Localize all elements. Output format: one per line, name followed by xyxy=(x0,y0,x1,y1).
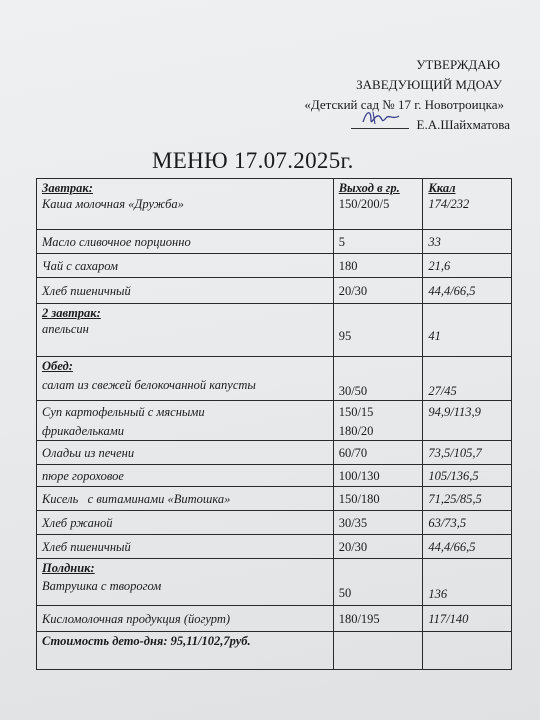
table-row xyxy=(37,254,512,278)
table-row xyxy=(37,511,512,535)
kcal-value: 44,4/66,5 xyxy=(423,278,512,304)
kcal-value: 33 xyxy=(423,230,512,254)
dish-name: Чай с сахаром xyxy=(37,254,334,278)
table-row xyxy=(37,606,512,632)
output-value: 95 xyxy=(333,304,423,357)
approval-signature-line xyxy=(270,115,510,135)
kcal-cell xyxy=(423,179,512,230)
output-value: 150/200/5 xyxy=(338,197,390,211)
table-row xyxy=(37,632,512,670)
table-row xyxy=(37,401,512,441)
output-value: 180 xyxy=(333,254,423,278)
dish-name: Масло сливочное порционно xyxy=(37,230,334,254)
meal-cell xyxy=(37,559,334,606)
meal-cell xyxy=(37,401,334,441)
table-row xyxy=(37,179,512,230)
empty-cell xyxy=(333,632,423,670)
kcal-value: 73,5/105,7 xyxy=(423,441,512,465)
table-row xyxy=(37,487,512,511)
dish-name: Оладьи из печени xyxy=(37,441,334,465)
table-row xyxy=(37,230,512,254)
output-value: 20/30 xyxy=(333,278,423,304)
table-row xyxy=(37,278,512,304)
approver-name: Е.А.Шайхматова xyxy=(416,117,510,132)
kcal-value: 174/232 xyxy=(428,197,470,211)
header-output: Выход в гр. xyxy=(338,181,400,195)
kcal-value: 117/140 xyxy=(423,606,512,632)
cost-per-day xyxy=(37,632,334,670)
handwritten-signature xyxy=(359,106,405,128)
approval-organization: «Детский сад № 17 г. Новотроицка» xyxy=(304,97,504,112)
table-row xyxy=(37,441,512,465)
dish-name: Ватрушка с творогом xyxy=(42,579,162,593)
table-row xyxy=(37,559,512,606)
dish-name-line2: фрикадельками xyxy=(42,424,125,438)
dish-name: Хлеб ржаной xyxy=(37,511,334,535)
section-lunch: Обед: xyxy=(42,359,73,373)
output-cell xyxy=(333,179,423,230)
output-value: 60/70 xyxy=(333,441,423,465)
menu-table xyxy=(36,178,512,670)
table-row xyxy=(37,465,512,487)
output-value: 50 xyxy=(333,559,423,606)
output-value: 30/35 xyxy=(333,511,423,535)
output-value: 20/30 xyxy=(333,535,423,559)
cost-text: Стоимость дето-дня: 95,11/102,7руб. xyxy=(42,634,251,648)
header-kcal: Ккал xyxy=(428,181,456,195)
output-value-line1: 150/15 xyxy=(338,405,374,419)
output-value: 5 xyxy=(333,230,423,254)
dish-name: Кисломолочная продукция (йогурт) xyxy=(37,606,334,632)
approval-heading: УТВЕРЖДАЮ xyxy=(416,57,500,72)
output-value: 100/130 xyxy=(333,465,423,487)
kcal-value: 27/45 xyxy=(423,357,512,401)
meal-cell xyxy=(37,304,334,357)
dish-name-line1: Суп картофельный с мясными xyxy=(42,405,205,419)
kcal-value: 41 xyxy=(423,304,512,357)
output-value: 150/180 xyxy=(333,487,423,511)
approval-block xyxy=(270,55,510,135)
output-value-line2: 180/20 xyxy=(338,424,374,438)
dish-name: Хлеб пшеничный xyxy=(37,278,334,304)
kcal-value: 21,6 xyxy=(423,254,512,278)
dish-name: Хлеб пшеничный xyxy=(37,535,334,559)
approval-position: ЗАВЕДУЮЩИЙ МДОАУ xyxy=(356,77,502,92)
kcal-value: 94,9/113,9 xyxy=(423,401,512,441)
empty-cell xyxy=(423,632,512,670)
kcal-value: 105/136,5 xyxy=(423,465,512,487)
dish-name: пюре гороховое xyxy=(37,465,334,487)
section-snack: Полдник: xyxy=(42,561,95,575)
table-row xyxy=(37,535,512,559)
table-row xyxy=(37,357,512,401)
kcal-value: 63/73,5 xyxy=(423,511,512,535)
output-value: 180/195 xyxy=(333,606,423,632)
dish-name: салат из свежей белокочанной капусты xyxy=(42,378,256,392)
dish-name: Каша молочная «Дружба» xyxy=(42,197,184,211)
kcal-value: 136 xyxy=(423,559,512,606)
dish-name: апельсин xyxy=(42,322,89,336)
kcal-value: 44,4/66,5 xyxy=(423,535,512,559)
section-second-breakfast: 2 завтрак: xyxy=(42,306,101,320)
output-value: 30/50 xyxy=(333,357,423,401)
menu-title: МЕНЮ 17.07.2025г. xyxy=(152,148,354,173)
table-row xyxy=(37,304,512,357)
kcal-value: 71,25/85,5 xyxy=(423,487,512,511)
dish-name: Кисель с витаминами «Витошка» xyxy=(37,487,334,511)
meal-cell xyxy=(37,179,334,230)
header-breakfast: Завтрак: xyxy=(42,181,93,195)
meal-cell xyxy=(37,357,334,401)
output-cell xyxy=(333,401,423,441)
signature-underline xyxy=(351,118,409,129)
